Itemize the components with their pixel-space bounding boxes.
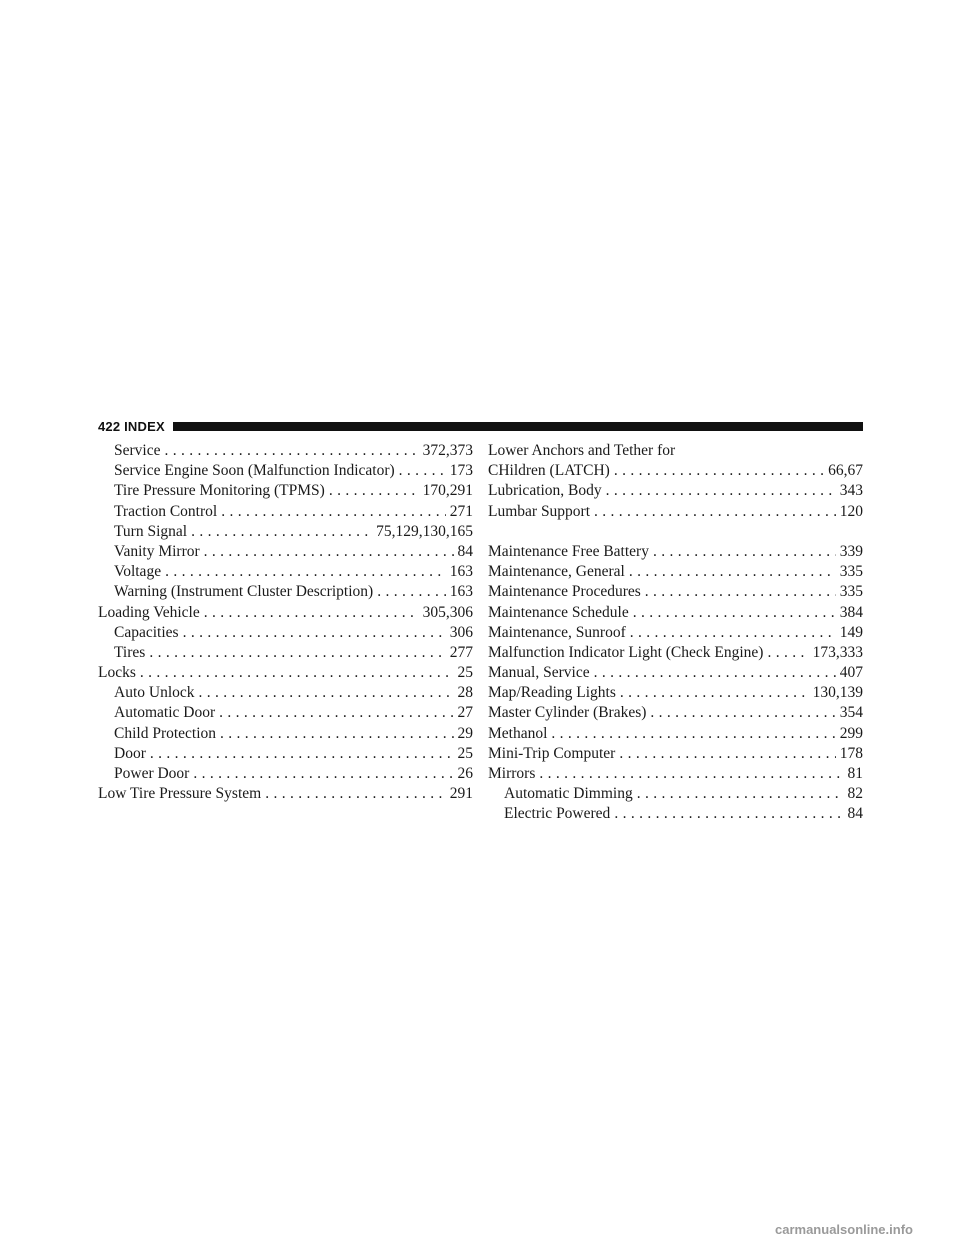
- dot-leader: [150, 744, 454, 764]
- index-subentry: [98, 643, 473, 663]
- dot-leader: [767, 643, 808, 663]
- index-entry-label: Mini-Trip Computer: [488, 744, 616, 762]
- index-entry: [488, 542, 863, 562]
- index-spacer: [488, 522, 863, 542]
- index-entry: [488, 562, 863, 582]
- dot-leader: [614, 461, 824, 481]
- dot-leader: [650, 703, 835, 723]
- dot-leader: [629, 562, 836, 582]
- index-entry-page: 81: [847, 765, 863, 782]
- index-entry: [488, 744, 863, 764]
- dot-leader: [637, 784, 844, 804]
- dot-leader: [219, 703, 453, 723]
- index-entry-page: 305,306: [422, 603, 473, 621]
- page-header: [98, 418, 863, 434]
- index-entry-label: Maintenance, Sunroof: [488, 623, 626, 641]
- index-entry-label: Lower Anchors and Tether for: [488, 442, 676, 459]
- index-entry-page: 66,67: [828, 462, 863, 480]
- index-entry-page: 82: [847, 785, 863, 803]
- dot-leader: [633, 603, 836, 623]
- index-subentry: [98, 441, 473, 461]
- index-entry-page: 120: [839, 502, 863, 520]
- index-entry-label: Loading Vehicle: [98, 603, 200, 621]
- index-subentry: [98, 724, 473, 744]
- index-subentry: [98, 623, 473, 643]
- index-entry: [488, 683, 863, 703]
- index-entry-label: Mirrors: [488, 765, 536, 782]
- index-entry-label: Maintenance Schedule: [488, 603, 629, 621]
- index-entry-page: 29: [457, 724, 473, 742]
- index-entry-label: Map/Reading Lights: [488, 684, 616, 702]
- dot-leader: [329, 481, 419, 501]
- index-entry-label: Power Door: [114, 765, 190, 782]
- index-entry-label: Maintenance, General: [488, 563, 625, 581]
- index-entry-label: Methanol: [488, 724, 548, 742]
- index-entry: [488, 764, 863, 784]
- index-entry-label: Service Engine Soon (Malfunction Indicator): [114, 462, 395, 480]
- dot-leader: [614, 804, 843, 824]
- index-entry-label: Turn Signal: [114, 522, 188, 540]
- index-entry-label: Lubrication, Body: [488, 482, 602, 500]
- index-subentry: [98, 481, 473, 501]
- index-entry-page: 306: [449, 623, 473, 641]
- index-subentry: [98, 502, 473, 522]
- dot-leader: [140, 663, 454, 683]
- index-entry-page: 173,333: [812, 643, 863, 661]
- index-entry-label: Locks: [98, 664, 136, 682]
- index-entry-label: Low Tire Pressure System: [98, 785, 262, 803]
- index-entry-page: 271: [449, 502, 473, 520]
- index-entry: [98, 603, 473, 623]
- page-header-title: 422 INDEX: [98, 418, 165, 434]
- dot-leader: [620, 683, 809, 703]
- index-entry-page: 25: [457, 664, 473, 682]
- dot-leader: [265, 784, 446, 804]
- dot-leader: [606, 481, 836, 501]
- dot-leader: [183, 623, 446, 643]
- dot-leader: [199, 683, 454, 703]
- dot-leader: [653, 542, 836, 562]
- dot-leader: [193, 764, 453, 784]
- dot-leader: [204, 603, 419, 623]
- index-subentry: [488, 804, 863, 824]
- index-entry-page: 407: [839, 664, 863, 682]
- dot-leader: [645, 582, 836, 602]
- index-entry-page: 277: [449, 643, 473, 661]
- index-entry-label: CHildren (LATCH): [488, 462, 610, 480]
- dot-leader: [594, 663, 836, 683]
- index-entry-page: 26: [457, 765, 473, 782]
- index-entry-page: 299: [839, 724, 863, 742]
- index-entry-label: Traction Control: [114, 502, 218, 520]
- index-entry: [488, 481, 863, 501]
- index-entry: [488, 603, 863, 623]
- index-entry-page: 163: [449, 563, 473, 581]
- index-entry-page: 372,373: [422, 442, 473, 459]
- index-entry-page: 27: [457, 704, 473, 722]
- index-entry-label: Child Protection: [114, 724, 217, 742]
- index-entry: [488, 623, 863, 643]
- index-entry-page: 335: [839, 583, 863, 601]
- dot-leader: [204, 542, 454, 562]
- index-entry-label: Maintenance Procedures: [488, 583, 641, 601]
- index-entry-page: 75,129,130,165: [376, 522, 473, 540]
- header-rule: [173, 422, 863, 431]
- index-entry-label: Warning (Instrument Cluster Description): [114, 583, 374, 601]
- index-entry: [488, 582, 863, 602]
- dot-leader: [164, 441, 418, 461]
- index-entry-label: Tire Pressure Monitoring (TPMS): [114, 482, 325, 500]
- dot-leader: [221, 502, 446, 522]
- dot-leader: [539, 764, 843, 784]
- index-entry-label: Voltage: [114, 563, 162, 581]
- dot-leader: [377, 582, 446, 602]
- dot-leader: [619, 744, 835, 764]
- index-entry-page: 384: [839, 603, 863, 621]
- index-entry: [488, 643, 863, 663]
- dot-leader: [220, 724, 453, 744]
- index-entry-page: 291: [449, 785, 473, 803]
- dot-leader: [149, 643, 445, 663]
- index-entry: [98, 663, 473, 683]
- index-entry-page: 130,139: [812, 684, 863, 702]
- index-entry-label: Master Cylinder (Brakes): [488, 704, 647, 722]
- index-subentry: [98, 744, 473, 764]
- index-entry-label: Electric Powered: [504, 805, 611, 823]
- dot-leader: [191, 522, 372, 542]
- index-entry: [488, 703, 863, 723]
- index-entry-label: Automatic Door: [114, 704, 216, 722]
- index-entry-label: Malfunction Indicator Light (Check Engine): [488, 643, 764, 661]
- dot-leader: [551, 724, 835, 744]
- index-entry: [488, 461, 863, 481]
- index-entry-page: 149: [839, 623, 863, 641]
- index-column-left: [98, 441, 473, 804]
- index-entry-label: Door: [114, 744, 146, 762]
- index-subentry: [488, 784, 863, 804]
- index-entry-page: 28: [457, 684, 473, 702]
- index-subentry: [98, 562, 473, 582]
- index-entry-label: Automatic Dimming: [504, 785, 633, 803]
- index-entry: [98, 784, 473, 804]
- index-entry-page: 84: [457, 542, 473, 560]
- index-entry-page: 170,291: [422, 482, 473, 500]
- index-subentry: [98, 542, 473, 562]
- index-entry-page: 335: [839, 563, 863, 581]
- index-entry-label: Service: [114, 442, 161, 459]
- index-entry-label: Capacities: [114, 623, 179, 641]
- index-entry-page: 343: [839, 482, 863, 500]
- index-entry-page: 354: [839, 704, 863, 722]
- index-entry-label: Lumbar Support: [488, 502, 591, 520]
- dot-leader: [594, 502, 836, 522]
- dot-leader: [399, 461, 446, 481]
- index-entry-page: 173: [449, 462, 473, 480]
- index-subentry: [98, 703, 473, 723]
- index-entry: [488, 502, 863, 522]
- index-entry-page: 163: [449, 583, 473, 601]
- index-subentry: [98, 683, 473, 703]
- index-entry-page: 25: [457, 744, 473, 762]
- index-entry-page: 84: [847, 805, 863, 823]
- index-subentry: [98, 764, 473, 784]
- index-entry-page: 339: [839, 542, 863, 560]
- index-entry-label: Vanity Mirror: [114, 542, 200, 560]
- index-entry-label: Auto Unlock: [114, 684, 195, 702]
- index-entry: [488, 441, 863, 461]
- dot-leader: [165, 562, 446, 582]
- index-subentry: [98, 461, 473, 481]
- watermark: carmanualsonline.info: [775, 1222, 913, 1237]
- index-entry: [488, 724, 863, 744]
- index-column-right: [488, 441, 863, 825]
- index-entry-label: Manual, Service: [488, 664, 590, 682]
- index-subentry: [98, 582, 473, 602]
- index-entry-label: Maintenance Free Battery: [488, 542, 649, 560]
- index-entry: [488, 663, 863, 683]
- dot-leader: [630, 623, 836, 643]
- index-entry-label: Tires: [114, 643, 146, 661]
- index-subentry: [98, 522, 473, 542]
- index-entry-page: 178: [839, 744, 863, 762]
